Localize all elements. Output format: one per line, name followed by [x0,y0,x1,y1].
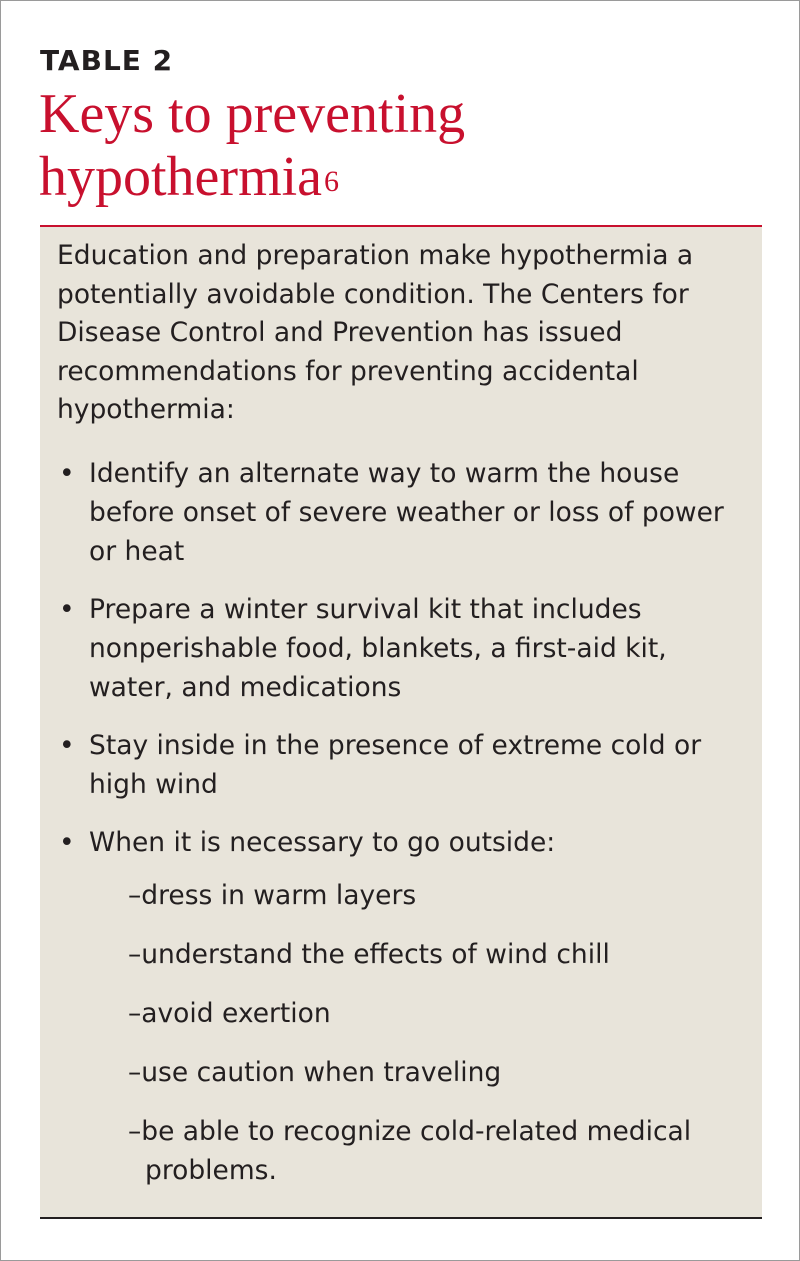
table-label: TABLE 2 [40,44,174,77]
list-item [57,454,757,571]
bullet-icon: • [59,458,75,489]
list-item [57,590,757,707]
bullet-icon: • [59,730,75,761]
title-text: Keys to preventing hypothermia [39,83,466,208]
recommendation-list [57,454,757,1209]
sublist-item: –avoid exertion [128,998,331,1029]
reference-superscript: 6 [324,165,340,198]
list-item-text: Identify an alternate way to warm the house before onset of severe weather or loss of power or heat [89,458,724,567]
intro-paragraph: Education and preparation make hypothermia a potentially avoidable condition. The Centers for Disease Control and Prevention has issued recommendations for preventing accidental hypothermia: [57,240,694,425]
list-item [57,726,757,804]
bullet-icon: • [59,594,75,625]
list-item [57,823,757,1190]
list-item-text: Prepare a winter survival kit that includes nonperishable food, blankets, a first-aid kit, water, and medications [89,594,667,703]
list-item-text: When it is necessary to go outside: [89,827,556,858]
bottom-divider [40,1217,762,1219]
sublist-item: –be able to recognize cold-related medical problems. [128,1116,692,1186]
sublist-item: –understand the effects of wind chill [128,939,610,970]
bullet-icon: • [59,827,75,858]
sublist-item: –dress in warm layers [128,880,417,911]
table-title [39,83,759,209]
outdoor-sublist [89,876,757,1190]
sublist-item: –use caution when traveling [128,1057,502,1088]
list-item-text: Stay inside in the presence of extreme cold or high wind [89,730,702,800]
